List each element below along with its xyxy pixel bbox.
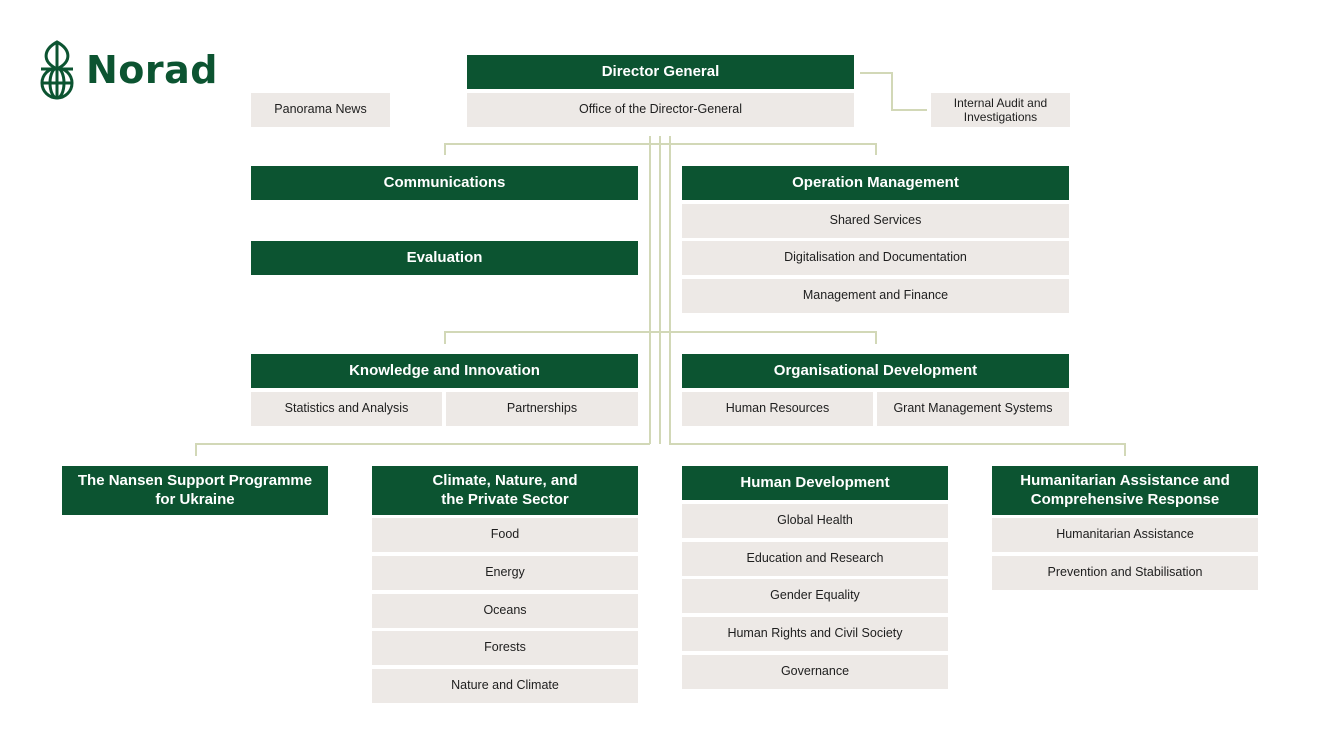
connector bbox=[875, 143, 877, 155]
food-box: Food bbox=[372, 518, 638, 552]
shared-services-box: Shared Services bbox=[682, 204, 1069, 238]
humanitarian-assistance-dept-box: Humanitarian Assistance and Comprehensive Response bbox=[992, 466, 1258, 515]
global-health-box: Global Health bbox=[682, 504, 948, 538]
norad-logo bbox=[38, 39, 218, 101]
panorama-news-box: Panorama News bbox=[251, 93, 390, 127]
grant-management-box: Grant Management Systems bbox=[877, 392, 1069, 426]
organisational-development-box: Organisational Development bbox=[682, 354, 1069, 388]
connector bbox=[875, 331, 877, 344]
connector bbox=[891, 72, 893, 110]
evaluation-box: Evaluation bbox=[251, 241, 638, 275]
brand-name: Norad bbox=[86, 48, 218, 92]
gender-equality-box: Gender Equality bbox=[682, 579, 948, 613]
connector bbox=[649, 136, 651, 444]
partnerships-box: Partnerships bbox=[446, 392, 638, 426]
education-research-box: Education and Research bbox=[682, 542, 948, 576]
human-resources-box: Human Resources bbox=[682, 392, 873, 426]
connector bbox=[1124, 443, 1126, 456]
management-finance-box: Management and Finance bbox=[682, 279, 1069, 313]
climate-nature-box: Climate, Nature, and the Private Sector bbox=[372, 466, 638, 515]
connector bbox=[444, 143, 446, 155]
nature-climate-box: Nature and Climate bbox=[372, 669, 638, 703]
knowledge-innovation-box: Knowledge and Innovation bbox=[251, 354, 638, 388]
oceans-box: Oceans bbox=[372, 594, 638, 628]
connector bbox=[444, 331, 446, 344]
connector bbox=[891, 109, 927, 111]
governance-box: Governance bbox=[682, 655, 948, 689]
prevention-stabilisation-box: Prevention and Stabilisation bbox=[992, 556, 1258, 590]
humanitarian-assistance-box: Humanitarian Assistance bbox=[992, 518, 1258, 552]
energy-box: Energy bbox=[372, 556, 638, 590]
human-rights-box: Human Rights and Civil Society bbox=[682, 617, 948, 651]
connector bbox=[444, 331, 876, 333]
director-general-box: Director General bbox=[467, 55, 854, 89]
nansen-programme-box: The Nansen Support Programme for Ukraine bbox=[62, 466, 328, 515]
connector bbox=[444, 143, 876, 145]
forests-box: Forests bbox=[372, 631, 638, 665]
connector bbox=[669, 443, 1125, 445]
human-development-box: Human Development bbox=[682, 466, 948, 500]
statistics-analysis-box: Statistics and Analysis bbox=[251, 392, 442, 426]
connector bbox=[195, 443, 197, 456]
connector bbox=[195, 443, 650, 445]
digitalisation-box: Digitalisation and Documentation bbox=[682, 241, 1069, 275]
office-director-general-box: Office of the Director-General bbox=[467, 93, 854, 127]
operation-management-box: Operation Management bbox=[682, 166, 1069, 200]
connector bbox=[860, 72, 892, 74]
internal-audit-box: Internal Audit and Investigations bbox=[931, 93, 1070, 127]
globe-leaf-icon bbox=[38, 39, 76, 101]
connector bbox=[669, 136, 671, 444]
connector bbox=[659, 136, 661, 444]
communications-box: Communications bbox=[251, 166, 638, 200]
